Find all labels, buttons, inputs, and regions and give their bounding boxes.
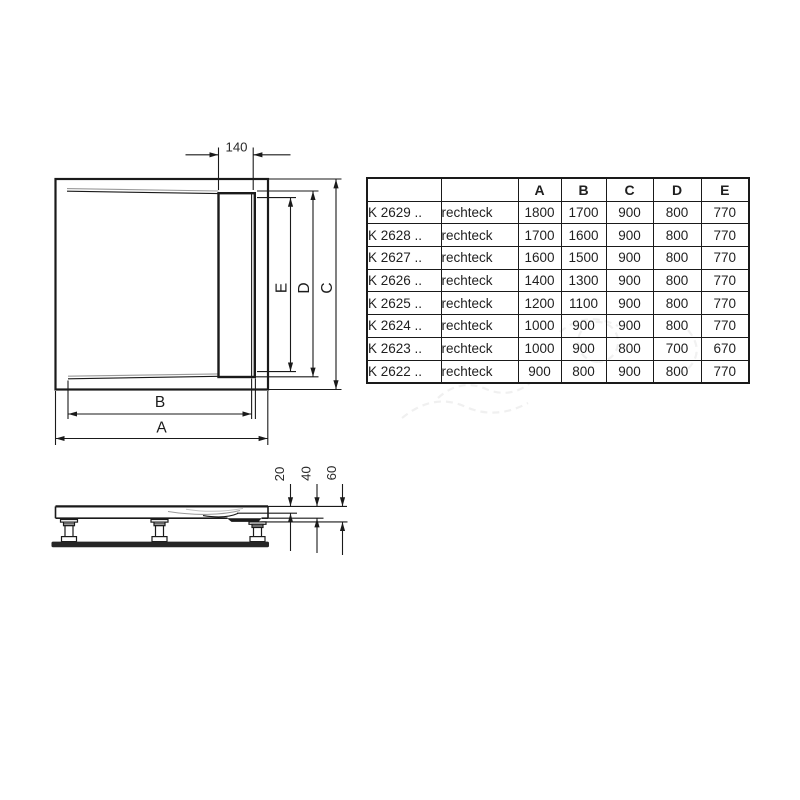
table-row xyxy=(367,360,749,383)
dim-label-c: C xyxy=(318,282,336,294)
cell-e: 770 xyxy=(701,292,749,315)
cell-b: 900 xyxy=(561,337,606,360)
cell-b: 900 xyxy=(561,315,606,338)
cell-d: 800 xyxy=(653,360,701,383)
table-row xyxy=(367,337,749,360)
cell-a: 1700 xyxy=(518,224,561,247)
cell-c: 900 xyxy=(606,247,653,270)
cell-a: 1800 xyxy=(518,201,561,224)
cell-c: 900 xyxy=(606,269,653,292)
table-header-row xyxy=(367,178,749,201)
cell-c: 900 xyxy=(606,201,653,224)
cell-a: 1000 xyxy=(518,315,561,338)
dim-label-20: 20 xyxy=(272,466,288,482)
header-d: D xyxy=(653,178,701,201)
cell-b: 1600 xyxy=(561,224,606,247)
tray-foot xyxy=(61,520,78,542)
header-e: E xyxy=(701,178,749,201)
plan-view-drawing xyxy=(56,140,342,446)
cell-a: 900 xyxy=(518,360,561,383)
dim-label-a: A xyxy=(156,419,167,437)
dimension-spec-table xyxy=(366,177,750,384)
cell-model: K 2627 .. xyxy=(367,247,441,270)
dim-label-e: E xyxy=(273,282,291,294)
cell-model: K 2623 .. xyxy=(367,337,441,360)
cell-model: K 2624 .. xyxy=(367,315,441,338)
table-row xyxy=(367,201,749,224)
cell-d: 800 xyxy=(653,247,701,270)
cell-model: K 2622 .. xyxy=(367,360,441,383)
cell-e: 670 xyxy=(701,337,749,360)
tray-foot xyxy=(249,522,266,542)
dim-label-d: D xyxy=(295,282,313,294)
cell-d: 800 xyxy=(653,269,701,292)
dim-label-b: B xyxy=(154,394,166,411)
cell-d: 700 xyxy=(653,337,701,360)
drain-channel-outline xyxy=(219,193,255,377)
table-row xyxy=(367,224,749,247)
tray-foot xyxy=(151,520,168,542)
header-b: B xyxy=(561,178,606,201)
cell-d: 800 xyxy=(653,315,701,338)
cell-e: 770 xyxy=(701,201,749,224)
cell-d: 800 xyxy=(653,292,701,315)
table-row xyxy=(367,247,749,270)
cell-shape: rechteck xyxy=(441,292,518,315)
cell-model: K 2629 .. xyxy=(367,201,441,224)
table-row xyxy=(367,269,749,292)
table-row xyxy=(367,292,749,315)
tray-outline xyxy=(56,179,269,390)
dim-label-40: 40 xyxy=(298,466,314,481)
cell-shape: rechteck xyxy=(441,360,518,383)
dim-label-140: 140 xyxy=(225,139,248,155)
cell-model: K 2625 .. xyxy=(367,292,441,315)
cell-b: 800 xyxy=(561,360,606,383)
cell-e: 770 xyxy=(701,247,749,270)
cell-e: 770 xyxy=(701,315,749,338)
cell-c: 900 xyxy=(606,315,653,338)
cell-shape: rechteck xyxy=(441,269,518,292)
cell-shape: rechteck xyxy=(441,315,518,338)
cell-a: 1000 xyxy=(518,337,561,360)
cell-shape: rechteck xyxy=(441,337,518,360)
dim-label-60: 60 xyxy=(324,465,340,481)
cell-e: 770 xyxy=(701,224,749,247)
cell-d: 800 xyxy=(653,224,701,247)
cell-shape: rechteck xyxy=(441,247,518,270)
cell-c: 800 xyxy=(606,337,653,360)
cell-b: 1100 xyxy=(561,292,606,315)
side-view-drawing xyxy=(52,466,348,555)
header-a: A xyxy=(518,178,561,201)
cell-b: 1700 xyxy=(561,201,606,224)
side-view-reflection xyxy=(52,571,348,660)
cell-e: 770 xyxy=(701,360,749,383)
cell-c: 900 xyxy=(606,292,653,315)
cell-shape: rechteck xyxy=(441,201,518,224)
table-row xyxy=(367,315,749,338)
header-c: C xyxy=(606,178,653,201)
cell-a: 1200 xyxy=(518,292,561,315)
cell-b: 1300 xyxy=(561,269,606,292)
cell-a: 1600 xyxy=(518,247,561,270)
cell-c: 900 xyxy=(606,360,653,383)
header-model xyxy=(367,178,441,201)
header-shape xyxy=(441,178,518,201)
cell-model: K 2628 .. xyxy=(367,224,441,247)
floor-bar xyxy=(52,542,270,548)
cell-b: 1500 xyxy=(561,247,606,270)
cell-e: 770 xyxy=(701,269,749,292)
cell-model: K 2626 .. xyxy=(367,269,441,292)
cell-c: 900 xyxy=(606,224,653,247)
cell-a: 1400 xyxy=(518,269,561,292)
cell-shape: rechteck xyxy=(441,224,518,247)
cell-d: 800 xyxy=(653,201,701,224)
